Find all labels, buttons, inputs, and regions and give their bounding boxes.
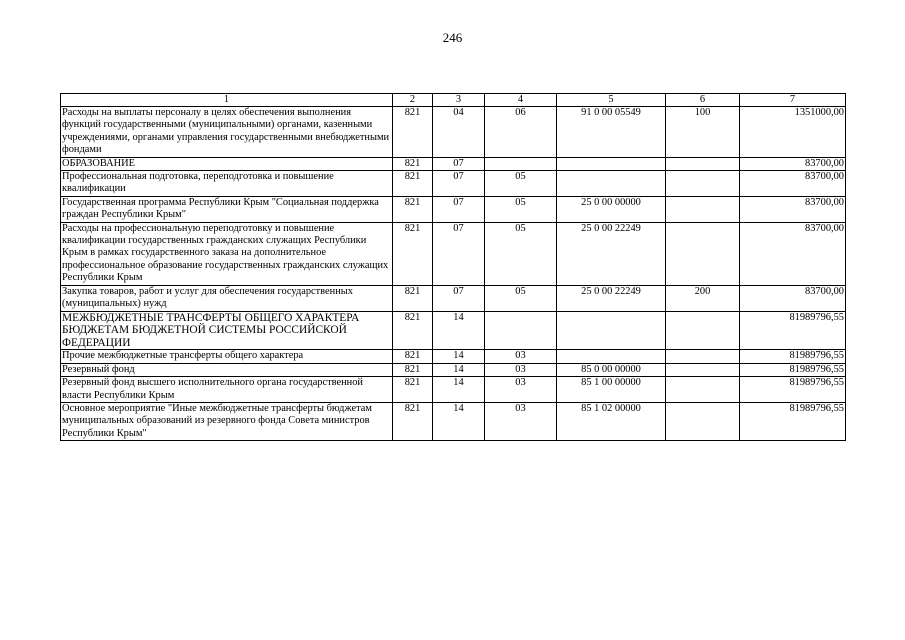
header-row xyxy=(61,94,846,107)
subsection-code: 05 xyxy=(485,222,557,285)
subsection-code: 03 xyxy=(485,350,557,363)
column-header: 3 xyxy=(433,94,485,107)
target-article-code: 85 0 00 00000 xyxy=(557,363,666,376)
section-code: 14 xyxy=(433,377,485,403)
target-article-code: 85 1 00 00000 xyxy=(557,377,666,403)
amount: 83700,00 xyxy=(740,285,846,311)
section-code: 14 xyxy=(433,402,485,440)
amount: 83700,00 xyxy=(740,171,846,197)
row-description: Резервный фонд высшего исполнительного органа государственной власти Республики Крым xyxy=(61,377,393,403)
ministry-code: 821 xyxy=(393,377,433,403)
table-row xyxy=(61,402,846,440)
ministry-code: 821 xyxy=(393,402,433,440)
subsection-code: 03 xyxy=(485,363,557,376)
row-description: Прочие межбюджетные трансферты общего характера xyxy=(61,350,393,363)
ministry-code: 821 xyxy=(393,157,433,170)
target-article-code xyxy=(557,350,666,363)
amount: 83700,00 xyxy=(740,196,846,222)
ministry-code: 821 xyxy=(393,363,433,376)
amount: 1351000,00 xyxy=(740,107,846,158)
expense-type-code: 100 xyxy=(666,107,740,158)
section-code: 14 xyxy=(433,350,485,363)
target-article-code: 25 0 00 22249 xyxy=(557,285,666,311)
section-code: 07 xyxy=(433,157,485,170)
amount: 81989796,55 xyxy=(740,311,846,350)
table-row xyxy=(61,377,846,403)
subsection-code: 05 xyxy=(485,196,557,222)
amount: 81989796,55 xyxy=(740,377,846,403)
amount: 81989796,55 xyxy=(740,363,846,376)
column-header: 6 xyxy=(666,94,740,107)
row-description: Государственная программа Республики Крым "Социальная поддержка граждан Республики Крым" xyxy=(61,196,393,222)
ministry-code: 821 xyxy=(393,196,433,222)
target-article-code: 25 0 00 22249 xyxy=(557,222,666,285)
expense-type-code xyxy=(666,363,740,376)
section-code: 07 xyxy=(433,222,485,285)
ministry-code: 821 xyxy=(393,311,433,350)
row-description: Расходы на выплаты персоналу в целях обеспечения выполнения функций государственными (муниципальными) органами, казенными учреждениями, органами управления государственными внебюджетными фондами xyxy=(61,107,393,158)
table-row xyxy=(61,196,846,222)
section-code: 07 xyxy=(433,285,485,311)
target-article-code: 85 1 02 00000 xyxy=(557,402,666,440)
table-row xyxy=(61,311,846,350)
table-row xyxy=(61,222,846,285)
subsection-code xyxy=(485,157,557,170)
section-code: 14 xyxy=(433,363,485,376)
amount: 81989796,55 xyxy=(740,402,846,440)
section-code: 07 xyxy=(433,171,485,197)
column-header: 2 xyxy=(393,94,433,107)
target-article-code xyxy=(557,157,666,170)
expense-type-code xyxy=(666,402,740,440)
row-description: ОБРАЗОВАНИЕ xyxy=(61,157,393,170)
row-description: Закупка товаров, работ и услуг для обеспечения государственных (муниципальных) нужд xyxy=(61,285,393,311)
expense-type-code xyxy=(666,196,740,222)
subsection-code: 06 xyxy=(485,107,557,158)
section-code: 07 xyxy=(433,196,485,222)
table-row xyxy=(61,171,846,197)
table-row xyxy=(61,107,846,158)
row-description: Основное мероприятие "Иные межбюджетные трансферты бюджетам муниципальных образований из резервного фонда Совета министров Республики Крым" xyxy=(61,402,393,440)
row-description: Резервный фонд xyxy=(61,363,393,376)
target-article-code xyxy=(557,171,666,197)
ministry-code: 821 xyxy=(393,171,433,197)
page-number: 246 xyxy=(442,30,463,45)
subsection-code: 05 xyxy=(485,171,557,197)
subsection-code: 05 xyxy=(485,285,557,311)
expense-type-code xyxy=(666,311,740,350)
column-header: 1 xyxy=(61,94,393,107)
column-header: 7 xyxy=(740,94,846,107)
table-row xyxy=(61,350,846,363)
table-row xyxy=(61,157,846,170)
expense-type-code xyxy=(666,222,740,285)
column-header: 5 xyxy=(557,94,666,107)
row-description: Расходы на профессиональную переподготовку и повышение квалификации государственных гражданских служащих Республики Крым в рамках государственного заказа на дополнительное профессиональное образование государственных гражданских служащих Республики Крым xyxy=(61,222,393,285)
target-article-code: 91 0 00 05549 xyxy=(557,107,666,158)
expense-type-code xyxy=(666,350,740,363)
subsection-code: 03 xyxy=(485,377,557,403)
row-description: МЕЖБЮДЖЕТНЫЕ ТРАНСФЕРТЫ ОБЩЕГО ХАРАКТЕРА БЮДЖЕТАМ БЮДЖЕТНОЙ СИСТЕМЫ РОССИЙСКОЙ ФЕДЕРАЦИИ xyxy=(61,311,393,350)
expense-type-code xyxy=(666,171,740,197)
target-article-code: 25 0 00 00000 xyxy=(557,196,666,222)
row-description: Профессиональная подготовка, переподготовка и повышение квалификации xyxy=(61,171,393,197)
expense-type-code xyxy=(666,377,740,403)
ministry-code: 821 xyxy=(393,285,433,311)
expense-type-code xyxy=(666,157,740,170)
column-header: 4 xyxy=(485,94,557,107)
amount: 83700,00 xyxy=(740,222,846,285)
expense-type-code: 200 xyxy=(666,285,740,311)
subsection-code xyxy=(485,311,557,350)
ministry-code: 821 xyxy=(393,222,433,285)
section-code: 14 xyxy=(433,311,485,350)
table-row xyxy=(61,363,846,376)
budget-table xyxy=(60,93,846,441)
amount: 81989796,55 xyxy=(740,350,846,363)
ministry-code: 821 xyxy=(393,107,433,158)
table-row xyxy=(61,285,846,311)
amount: 83700,00 xyxy=(740,157,846,170)
ministry-code: 821 xyxy=(393,350,433,363)
section-code: 04 xyxy=(433,107,485,158)
subsection-code: 03 xyxy=(485,402,557,440)
target-article-code xyxy=(557,311,666,350)
